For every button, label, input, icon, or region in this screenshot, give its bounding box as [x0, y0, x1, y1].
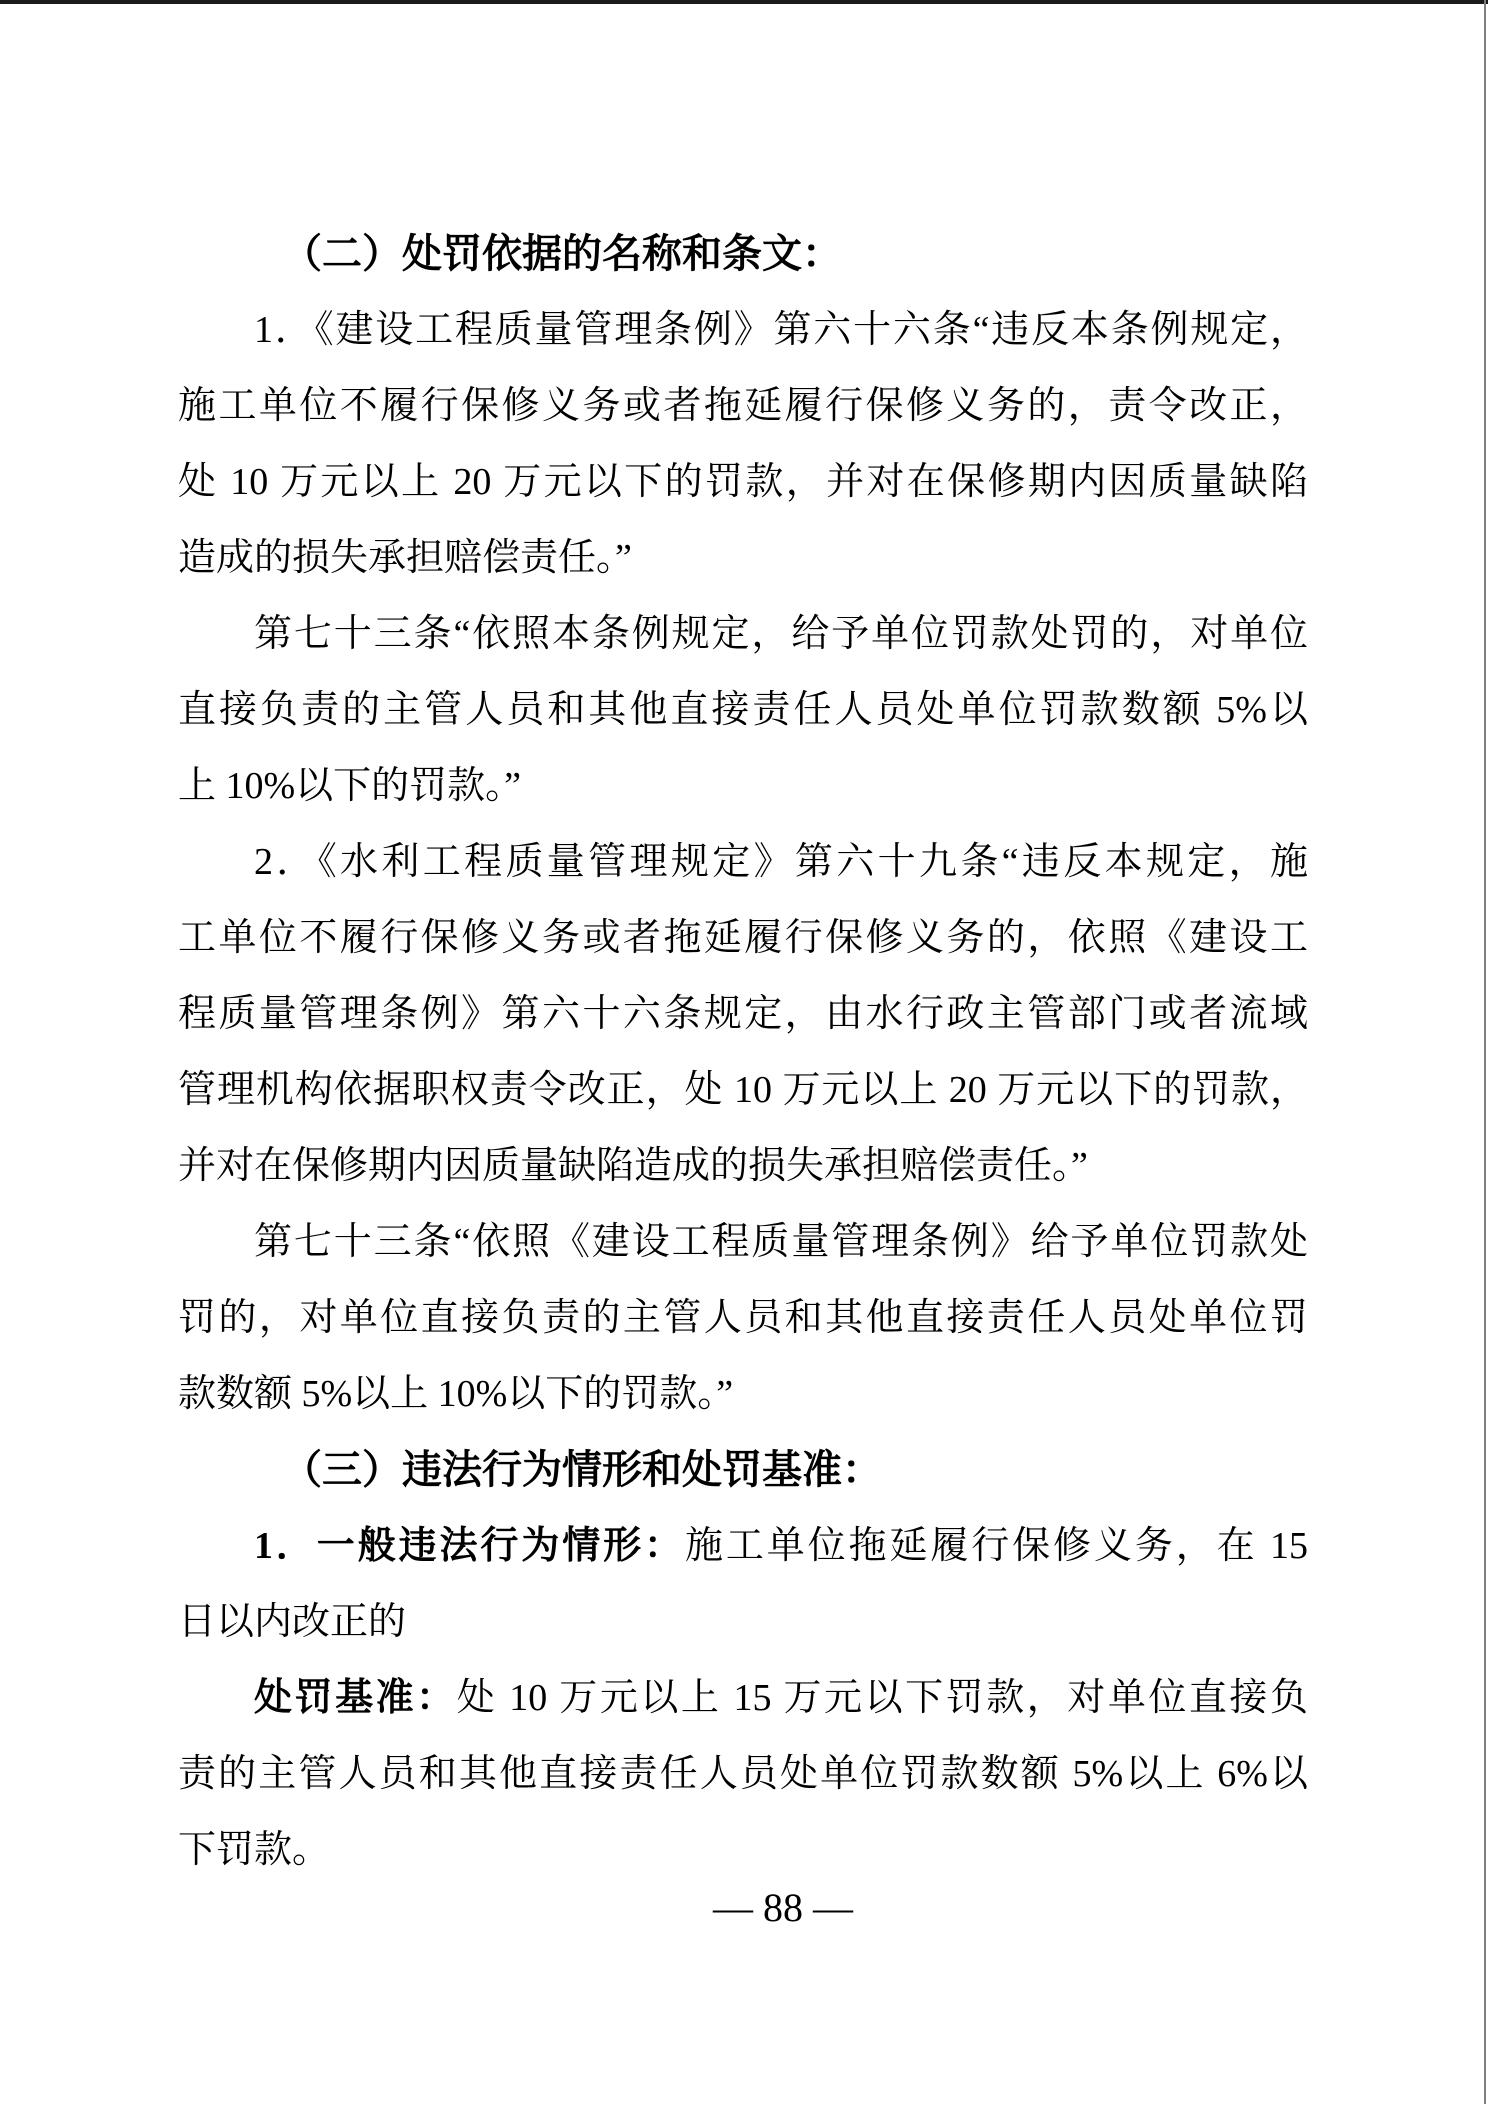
section-heading: （二）处罚依据的名称和条文： [282, 231, 842, 276]
text-run: 处 10 万元以上 15 万元以下罚款，对单位直接负 [456, 1677, 1308, 1719]
page-number: — 88 — [713, 1885, 853, 1930]
bold-run: 1．一般违法行为情形： [254, 1525, 685, 1567]
text-line: 直接负责的主管人员和其他直接责任人员处单位罚款数额 5%以 [178, 689, 1308, 731]
text-line: 2．《水利工程质量管理规定》第六十九条“违反本规定，施 [254, 841, 1308, 883]
text-line: 工单位不履行保修义务或者拖延履行保修义务的，依照《建设工 [178, 917, 1308, 959]
right-edge-line [1484, 0, 1486, 2104]
text-run: 施工单位拖延履行保修义务，在 15 [684, 1525, 1308, 1567]
text-line: 下罚款。 [178, 1829, 331, 1871]
bold-run: 处罚基准： [254, 1677, 457, 1719]
text-line: 罚的，对单位直接负责的主管人员和其他直接责任人员处单位罚 [178, 1297, 1308, 1339]
section-heading: （三）违法行为情形和处罚基准： [282, 1447, 882, 1492]
text-line [178, 1508, 1308, 1584]
text-line: 施工单位不履行保修义务或者拖延履行保修义务的，责令改正， [178, 385, 1308, 427]
text-line: 造成的损失承担赔偿责任。” [178, 537, 632, 579]
text-line: 款数额 5%以上 10%以下的罚款。” [178, 1373, 734, 1415]
text-line: 第七十三条“依照《建设工程质量管理条例》给予单位罚款处 [254, 1221, 1308, 1263]
top-edge-line [0, 0, 1488, 4]
document-body [178, 216, 1308, 1888]
text-line: 上 10%以下的罚款。” [178, 765, 522, 807]
text-line [178, 1660, 1308, 1736]
text-line: 1．《建设工程质量管理条例》第六十六条“违反本条例规定， [254, 309, 1308, 351]
text-line: 并对在保修期内因质量缺陷造成的损失承担赔偿责任。” [178, 1145, 1088, 1187]
text-line: 责的主管人员和其他直接责任人员处单位罚款数额 5%以上 6%以 [178, 1753, 1308, 1795]
text-line: 管理机构依据职权责令改正，处 10 万元以上 20 万元以下的罚款， [178, 1069, 1308, 1111]
text-line: 第七十三条“依照本条例规定，给予单位罚款处罚的，对单位 [254, 613, 1308, 655]
text-line: 日以内改正的 [178, 1601, 407, 1643]
text-line: 程质量管理条例》第六十六条规定，由水行政主管部门或者流域 [178, 993, 1308, 1035]
text-line: 处 10 万元以上 20 万元以下的罚款，并对在保修期内因质量缺陷 [178, 461, 1308, 503]
